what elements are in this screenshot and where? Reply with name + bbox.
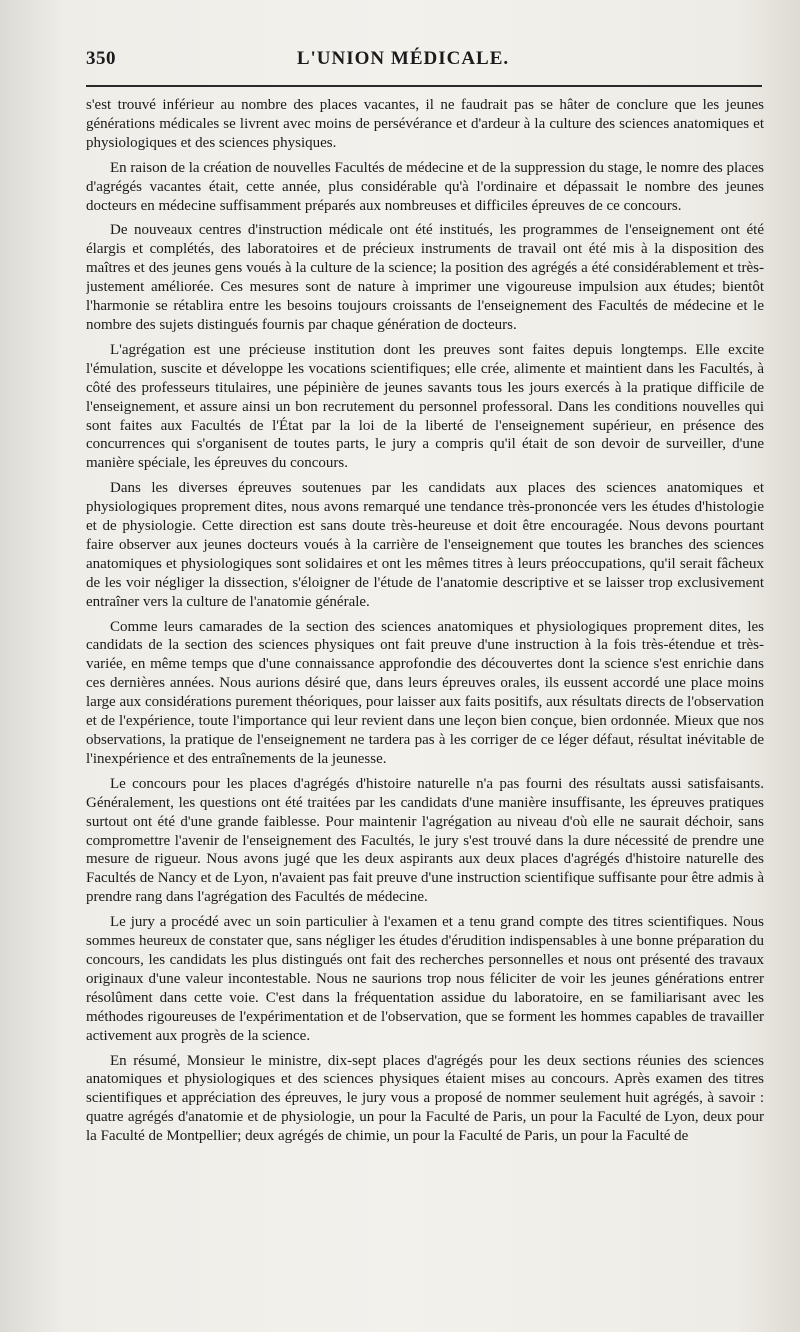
page-header: [86, 48, 780, 78]
paragraph: En résumé, Monsieur le ministre, dix-sept places d'agrégés pour les deux sections réunies des sciences anatomiques et physiologiques et des sciences physiques étaient mises au concours. Après examen des titres scientifiques et appréciation des épreuves, le jury vous a proposé de nommer seulement huit agrégés, à savoir : quatre agrégés d'anatomie et de physiologie, un pour la Faculté de Paris, un pour la Faculté de Lyon, deux pour la Faculté de Montpellier; deux agrégés de chimie, un pour la Faculté de Paris, un pour la Faculté de: [86, 1052, 764, 1145]
paragraph: Le jury a procédé avec un soin particulier à l'examen et a tenu grand compte des titres scientifiques. Nous sommes heureux de constater que, sans négliger les études d'érudition indispensables à une bonne préparation du concours, les candidats les plus distingués ont fait des recherches personnelles et nous ont présenté des travaux originaux d'une valeur incontestable. Nous ne saurions trop nous féliciter de voir les jeunes générations entrer résolûment dans cette voie. C'est dans la fréquentation assidue du laboratoire, en se familiarisant avec les méthodes rigoureuses de l'expérimentation et de l'observation, que se forment les hommes capables de travailler activement aux progrès de la science.: [86, 914, 764, 1044]
body-text: [86, 96, 764, 1318]
paragraph: L'agrégation est une précieuse institution dont les preuves sont faites depuis longtemps. Elle excite l'émulation, suscite et développe les vocations scientifiques; elle crée, alimente et maintient dans les Facultés, à côté des professeurs titulaires, une pépinière de jeunes savants tous les jours exercés à la pratique difficile de l'enseignement, et assure ainsi un bon recrutement du personnel professoral. Dans les conditions nouvelles qui sont faites aux Facultés de l'État par la loi de la liberté de l'enseignement supérieur, en présence des concurrences qui s'organisent de toutes parts, le jury a compris qu'il était de son devoir de surveiller, d'une manière spéciale, les épreuves du concours.: [86, 341, 764, 472]
paragraph: De nouveaux centres d'instruction médicale ont été institués, les programmes de l'enseignement ont été élargis et complétés, des laboratoires et de précieux instruments de travail ont été mis à la disposition des maîtres et des jeunes gens voués à la culture de la science; la position des agrégés a été considérablement et très-justement améliorée. Ces mesures sont de nature à imprimer une vigoureuse impulsion aux études; bientôt l'harmonie se rétablira entre les besoins toujours croissants de l'enseignement des Facultés de médecine et le nombre des sujets distingués fournis par chaque génération de docteurs.: [86, 222, 764, 333]
paragraph: Dans les diverses épreuves soutenues par les candidats aux places des sciences anatomiques et physiologiques proprement dites, nous avons remarqué une tendance très-prononcée vers les études d'histologie et de physiologie. Cette direction est sans doute très-heureuse et doit être encouragée. Nous devons pourtant faire observer aux jeunes docteurs voués à la carrière de l'enseignement que toutes les branches des sciences anatomiques et physiologiques sont solidaires et ont les mêmes titres à leurs préoccupations, qu'il serait fâcheux de les voir négliger la dissection, s'éloigner de l'étude de l'anatomie descriptive et se laisser trop exclusivement entraîner vers la culture de l'anatomie générale.: [86, 480, 764, 610]
paragraph: En raison de la création de nouvelles Facultés de médecine et de la suppression du stage, le nomre des places d'agrégés vacantes était, cette année, plus considérable qu'à l'ordinaire et dépassait le nombre des jeunes docteurs en médecine suffisamment préparés aux nombreuses et difficiles épreuves de ce concours.: [86, 159, 764, 214]
running-title: L'UNION MÉDICALE.: [296, 48, 510, 69]
paragraph: s'est trouvé inférieur au nombre des places vacantes, il ne faudrait pas se hâter de conclure que les jeunes générations médicales se livrent avec moins de persévérance et d'ardeur à la culture des sciences anatomiques et physiologiques et des sciences physiques.: [86, 97, 764, 151]
page-number: 350: [86, 48, 116, 69]
paragraph: Comme leurs camarades de la section des sciences anatomiques et physiologiques proprement dites, les candidats de la section des sciences physiques ont fait preuve d'une instruction à la fois très-étendue et très-variée, en même temps que d'une connaissance approfondie des découvertes dont la science s'est enrichie dans ces dernières années. Nous aurions désiré que, dans leurs épreuves orales, ils eussent accordé une place moins large aux considérations purement théoriques, pour laisser aux faits positifs, aux résultats directs de l'observation et de l'expérience, toute l'importance qui leur revient dans une leçon bien conçue, bien ordonnée. Mieux que nos observations, la pratique de l'enseignement ne tardera pas à les corriger de ce léger défaut, résultat inévitable de l'inexpérience et des entraînements de la jeunesse.: [86, 618, 764, 767]
header-rule: [86, 85, 762, 87]
paragraph: Le concours pour les places d'agrégés d'histoire naturelle n'a pas fourni des résultats aussi satisfaisants. Généralement, les questions ont été traitées par les candidats d'une manière insuffisante, les épreuves pratiques surtout ont été d'une grande faiblesse. Pour maintenir l'agrégation au niveau d'où elle ne saurait déchoir, sans compromettre l'avenir de l'enseignement des Facultés, le jury s'est trouvé dans la dure nécessité de prendre une mesure de rigueur. Nous avons jugé que les deux aspirants aux deux places d'agrégés d'histoire naturelle des Facultés de Nancy et de Lyon, n'avaient pas fait preuve d'une instruction scientifique suffisante pour être admis à prendre rang dans l'agrégation des Facultés de médecine.: [86, 775, 764, 906]
